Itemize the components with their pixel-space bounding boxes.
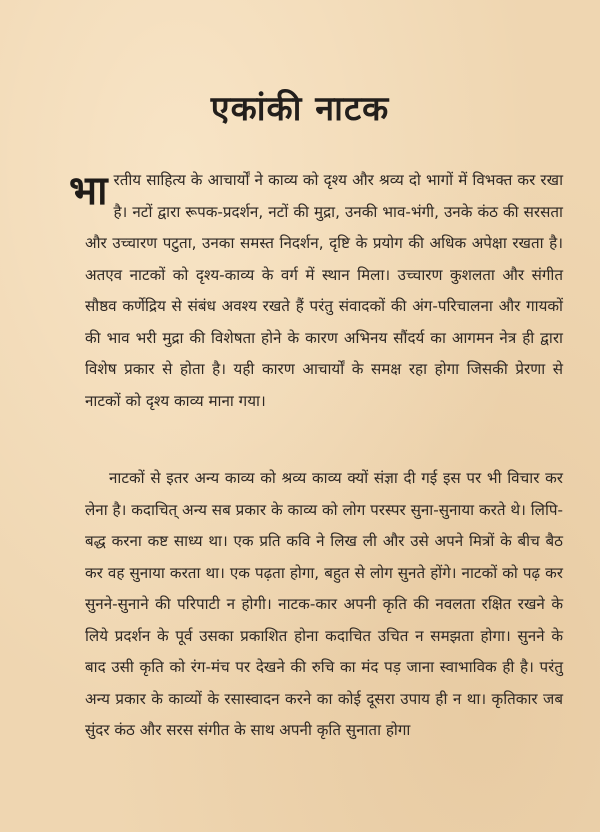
chapter-title: एकांकी नाटक	[210, 89, 390, 129]
paragraph-1	[69, 165, 563, 417]
paragraph-2: नाटकों से इतर अन्य काव्य को श्रव्य काव्य क्यों संज्ञा दी गई इस पर भी विचार कर लेना है। कदाचित् अन्य सब प्रकार के काव्य को लोग परस्पर सुना-सुनाया करते थे। लिपि-बद्ध करना कष्ट साध्य था। एक प्रति कवि ने लिख ली और उसे अपने मित्रों के बीच बैठ कर वह सुनाया करता था। एक पढ़ता होगा, बहुत से लोग सुनते होंगे। नाटकों को पढ़ कर सुनने-सुनाने की परिपाटी न होगी। नाटक-कार अपनी कृति की नवलता रक्षित रखने के लिये प्रदर्शन के पूर्व उसका प्रकाशित होना कदाचित उचित न समझता होगा। सुनने के बाद उसी कृति को रंग-मंच पर देखने की रुचि का मंद पड़ जाना स्वाभाविक ही है। परंतु अन्य प्रकार के काव्यों के रसास्वादन करने का कोई दूसरा उपाय ही न था। कृतिकार जब सुंदर कंठ और सरस संगीत के साथ अपनी कृति सुनाता होगा	[85, 469, 563, 739]
paragraph-1-text: रतीय साहित्य के आचार्यों ने काव्य को दृश्य और श्रव्य दो भागों में विभक्त कर रखा है। नटों द्वारा रूपक-प्रदर्शन, नटों की मुद्रा, उनकी भाव-भंगी, उनके कंठ की सरसता और उच्चारण पटुता, उनका समस्त निदर्शन, दृष्टि के प्रयोग की अधिक अपेक्षा रखता है। अतएव नाटकों को दृश्य-काव्य के वर्ग में स्थान मिला। उच्चारण कुशलता और संगीत सौष्ठव कर्णेद्रिय से संबंध अवश्य रखते हैं परंतु संवादकों की अंग-परिचालना और गायकों की भाव भरी मुद्रा की विशेषता होने के कारण अभिनय सौंदर्य का आगमन नेत्र ही द्वारा विशेष प्रकार से होता है। यही कारण आचार्यों के समक्ष रहा होगा जिसकी प्रेरणा से नाटकों को दृश्य काव्य माना गया।	[85, 171, 563, 410]
drop-cap: भा	[69, 168, 108, 214]
